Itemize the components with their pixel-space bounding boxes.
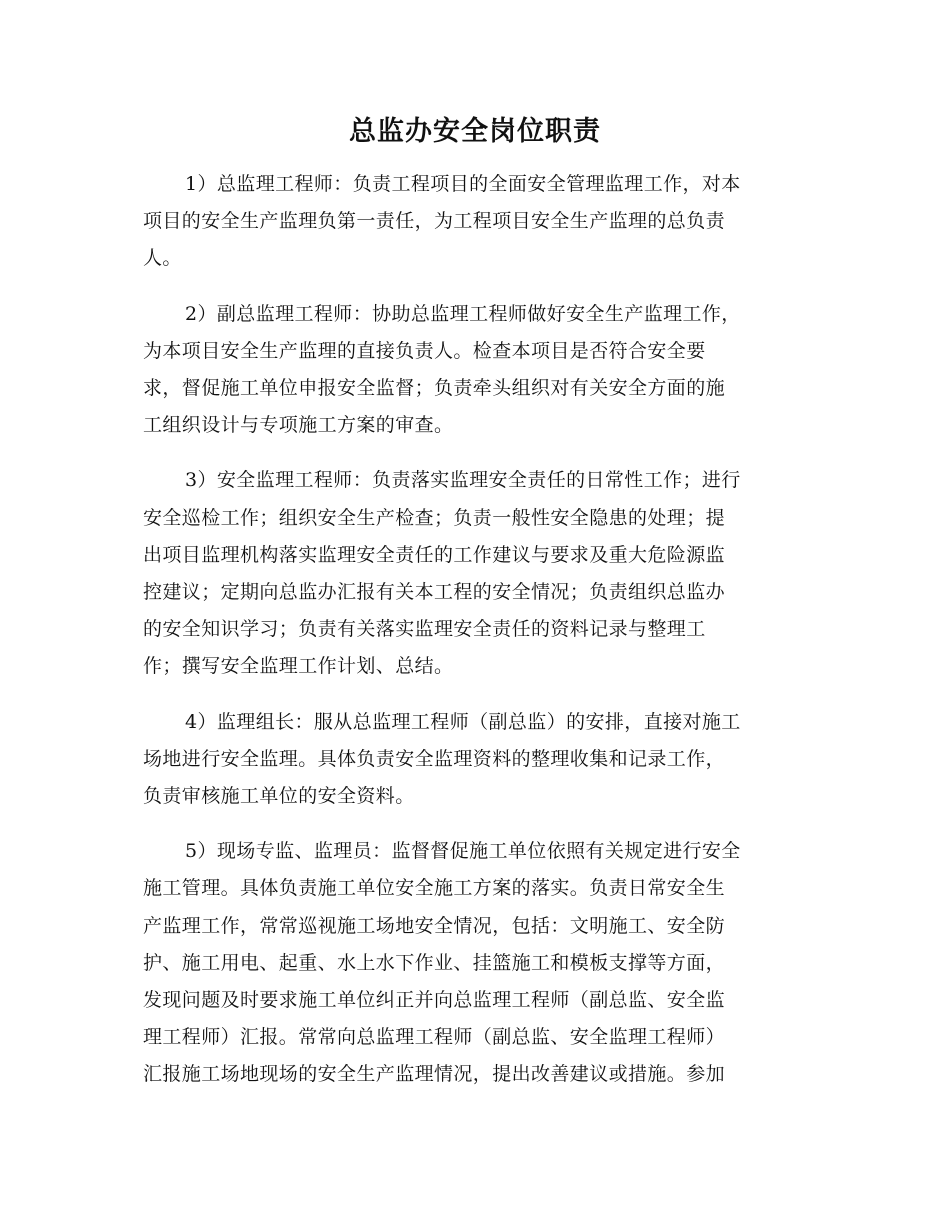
paragraph-4 — [143, 704, 808, 816]
paragraph-line: 5）现场专监、监理员：监督督促施工单位依照有关规定进行安全 — [185, 840, 741, 863]
paragraph-line: 的安全知识学习；负责有关落实监理安全责任的资料记录与整理工 — [143, 618, 706, 641]
paragraph-line: 施工管理。具体负责施工单位安全施工方案的落实。负责日常安全生 — [143, 877, 726, 900]
paragraph-line: 场地进行安全监理。具体负责安全监理资料的整理收集和记录工作， — [143, 747, 726, 770]
paragraph-line: 汇报施工场地现场的安全生产监理情况，提出改善建议或措施。参加 — [143, 1063, 726, 1086]
paragraph-line: 项目的安全生产监理负第一责任，为工程项目安全生产监理的总负责 — [143, 210, 726, 233]
paragraph-line: 作；撰写安全监理工作计划、总结。 — [143, 655, 454, 678]
paragraph-line: 人。 — [143, 247, 182, 270]
paragraph-line: 控建议；定期向总监办汇报有关本工程的安全情况；负责组织总监办 — [143, 581, 726, 604]
paragraph-line: 产监理工作，常常巡视施工场地安全情况，包括：文明施工、安全防 — [143, 914, 726, 937]
paragraph-line: 负责审核施工单位的安全资料。 — [143, 785, 415, 808]
document-title: 总监办安全岗位职责 — [349, 116, 601, 147]
paragraph-5 — [143, 833, 808, 1093]
paragraph-2 — [143, 296, 808, 445]
document-body — [143, 166, 808, 1112]
paragraph-3 — [143, 462, 808, 685]
paragraph-line: 4）监理组长：服从总监理工程师（副总监）的安排，直接对施工 — [185, 710, 741, 733]
paragraph-line: 求，督促施工单位申报安全监督；负责牵头组织对有关安全方面的施 — [143, 377, 726, 400]
paragraph-line: 1）总监理工程师：负责工程项目的全面安全管理监理工作，对本 — [185, 173, 741, 195]
paragraph-line: 3）安全监理工程师：负责落实监理安全责任的日常性工作；进行 — [185, 469, 741, 492]
paragraph-1 — [143, 166, 808, 278]
paragraph-line: 出项目监理机构落实监理安全责任的工作建议与要求及重大危险源监 — [143, 543, 726, 566]
paragraph-line: 工组织设计与专项施工方案的审查。 — [143, 414, 454, 437]
paragraph-line: 为本项目安全生产监理的直接负责人。检查本项目是否符合安全要 — [143, 339, 706, 362]
paragraph-line: 2）副总监理工程师：协助总监理工程师做好安全生产监理工作， — [185, 302, 741, 325]
paragraph-line: 安全巡检工作；组织安全生产检查；负责一般性安全隐患的处理；提 — [143, 506, 726, 529]
paragraph-line: 发现问题及时要求施工单位纠正并向总监理工程师（副总监、安全监 — [143, 989, 726, 1012]
paragraph-line: 护、施工用电、起重、水上水下作业、挂篮施工和模板支撑等方面， — [143, 951, 726, 974]
paragraph-line: 理工程师）汇报。常常向总监理工程师（副总监、安全监理工程师） — [143, 1026, 726, 1049]
